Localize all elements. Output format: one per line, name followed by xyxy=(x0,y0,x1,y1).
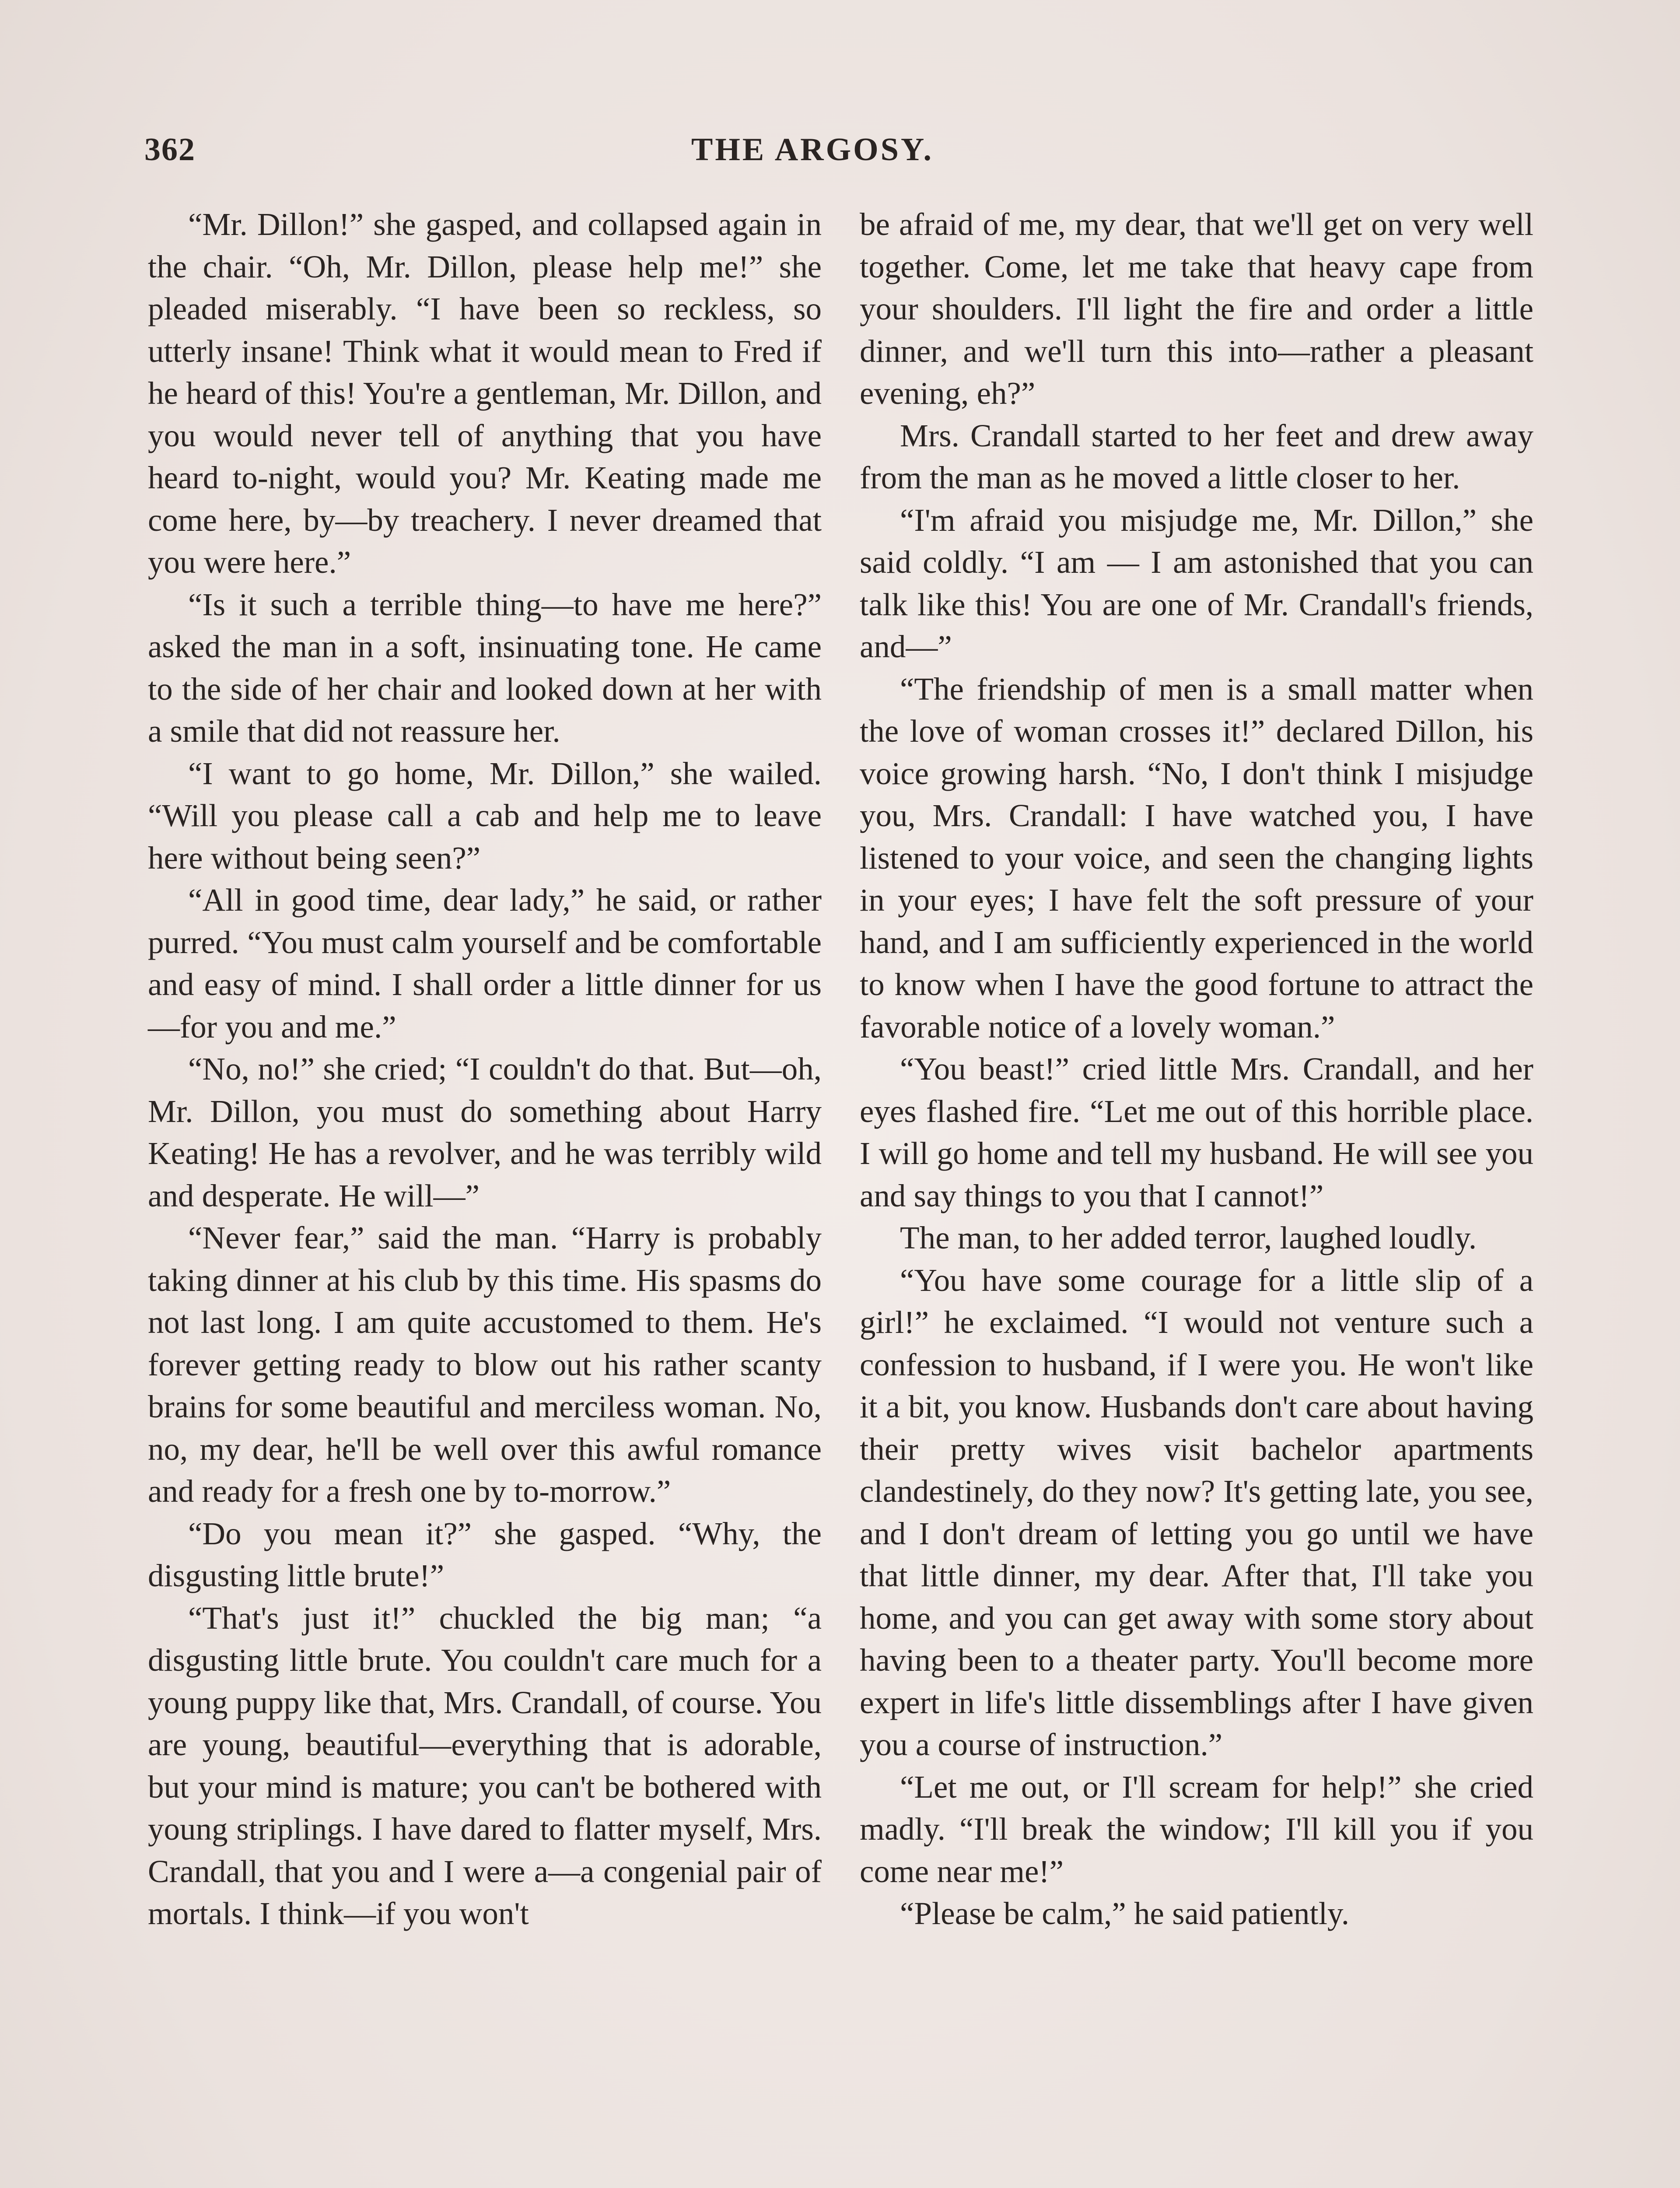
paragraph: Mrs. Crandall started to her feet and drew away from the man as he moved a little closer to her. xyxy=(860,417,1533,495)
paragraph: “I want to go home, Mr. Dillon,” she wailed. “Will you please call a cab and help me to leave here without being seen?” xyxy=(148,755,822,876)
paragraph: “You beast!” cried little Mrs. Crandall, and her eyes flashed fire. “Let me out of this horrible place. I will go home and tell my husband. He will see you and say things to you that I cannot!” xyxy=(860,1051,1533,1213)
paragraph: “You have some courage for a little slip of a girl!” he exclaimed. “I would not venture such a confession to husband, if I were you. He won't like it a bit, you know. Husbands don't care about having their pretty wives visit bachelor apartments clandestinely, do they now? It's getting late, you see, and I don't dream of letting you go until we have that little dinner, my dear. After that, I'll take you home, and you can get away with some story about having been to a theater party. You'll become more expert in life's little dissemblings after I have given you a course of instruction.” xyxy=(860,1262,1533,1762)
page-header xyxy=(144,131,1536,193)
page-number: 362 xyxy=(144,132,196,168)
paragraph: “No, no!” she cried; “I couldn't do that. But—oh, Mr. Dillon, you must do something about Harry Keating! He has a revolver, and he was terribly wild and desperate. He will—” xyxy=(148,1051,822,1213)
paragraph: “I'm afraid you misjudge me, Mr. Dillon,” she said coldly. “I am — I am astonished that you can talk like this! You are one of Mr. Crandall's friends, and—” xyxy=(860,502,1533,664)
running-title: THE ARGOSY. xyxy=(691,132,934,168)
paragraph-continued: be afraid of me, my dear, that we'll get on very well together. Come, let me take that heavy cape from your shoulders. I'll light the fire and order a little dinner, and we'll turn this into—rather a pleasant evening, eh?” xyxy=(860,207,1533,411)
paragraph: “Mr. Dillon!” she gasped, and collapsed again in the chair. “Oh, Mr. Dillon, please help me!” she pleaded miserably. “I have been so reckless, so utterly insane! Think what it would mean to Fred if he heard of this! You're a gentleman, Mr. Dillon, and you would never tell of anything that you have heard to-night, would you? Mr. Keating made me come here, by—by treachery. I never dreamed that you were here.” xyxy=(148,207,822,580)
paragraph: “The friendship of men is a small matter when the love of woman crosses it!” declared Dillon, his voice growing harsh. “No, I don't think I misjudge you, Mrs. Crandall: I have watched you, I have listened to your voice, and seen the changing lights in your eyes; I have felt the soft pressure of your hand, and I am sufficiently experienced in the world to know when I have the good fortune to attract the favorable notice of a lovely woman.” xyxy=(860,671,1533,1045)
paragraph: “Do you mean it?” she gasped. “Why, the disgusting little brute!” xyxy=(148,1515,822,1593)
paragraph: “Let me out, or I'll scream for help!” she cried madly. “I'll break the window; I'll kill you if you come near me!” xyxy=(860,1769,1533,1889)
right-column xyxy=(860,203,1533,1935)
paragraph: “Please be calm,” he said patiently. xyxy=(900,1896,1349,1931)
paragraph: The man, to her added terror, laughed loudly. xyxy=(900,1220,1477,1255)
paragraph: “Never fear,” said the man. “Harry is probably taking dinner at his club by this time. His spasms do not last long. I am quite accustomed to them. He's forever getting ready to blow out his rather scanty brains for some beautiful and merciless woman. No, no, my dear, he'll be well over this awful romance and ready for a fresh one by to-morrow.” xyxy=(148,1220,822,1509)
paragraph: “That's just it!” chuckled the big man; “a disgusting little brute. You couldn't care much for a young puppy like that, Mrs. Crandall, of course. You are young, beautiful—everything that is adorable, but your mind is mature; you can't be bothered with young striplings. I have dared to flatter myself, Mrs. Crandall, that you and I were a—a congenial pair of mortals. I think—if you won't xyxy=(148,1600,822,1931)
left-column xyxy=(148,203,822,1935)
paragraph: “Is it such a terrible thing—to have me here?” asked the man in a soft, insinuating tone. He came to the side of her chair and looked down at her with a smile that did not reassure her. xyxy=(148,586,822,749)
paragraph: “All in good time, dear lady,” he said, or rather purred. “You must calm yourself and be comfortable and easy of mind. I shall order a little dinner for us—for you and me.” xyxy=(148,882,822,1045)
